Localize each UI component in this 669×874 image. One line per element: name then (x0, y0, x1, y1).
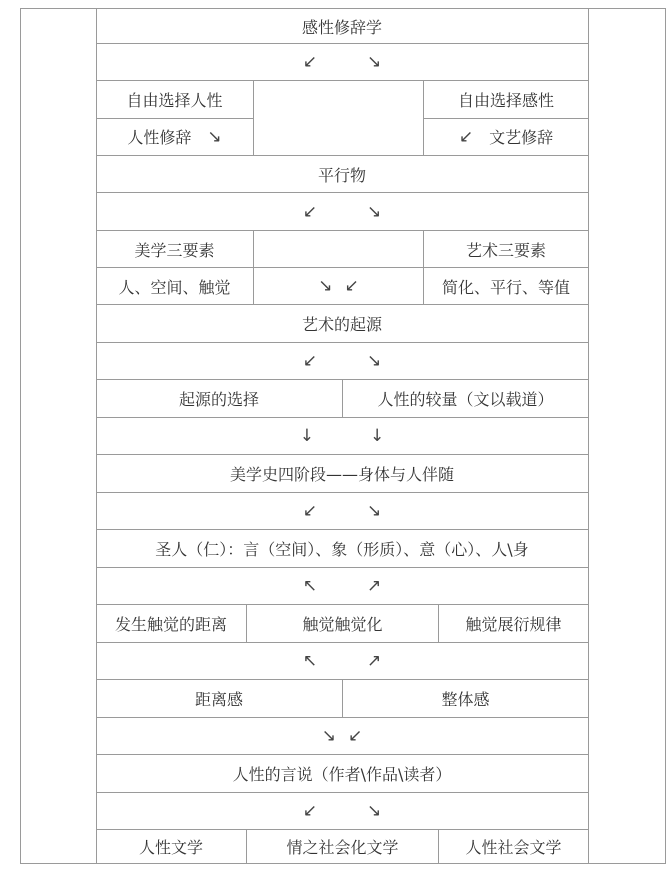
sec3-left: 起源的选择 (178, 390, 259, 409)
sec1-center-empty-bottom (253, 118, 423, 155)
origin-row (96, 304, 588, 342)
title-row (96, 8, 588, 43)
sec6-right: 人性社会文学 (438, 830, 588, 863)
down-right-arrow-icon: ↘ (367, 201, 382, 222)
origin-label: 艺术的起源 (301, 315, 382, 334)
arrow-row-7 (96, 642, 588, 679)
sec1-center-empty (253, 81, 423, 118)
down-right-arrow-icon: ↘ (367, 801, 382, 821)
sec2-right-top: 艺术三要素 (423, 231, 588, 267)
sec4-middle: 触觉触觉化 (246, 605, 438, 642)
sec3-right: 人性的较量（文以载道） (342, 380, 588, 417)
sec6-left: 人性文学 (138, 838, 203, 857)
arrow-row-2 (96, 192, 588, 230)
speech-row (96, 754, 588, 792)
sec5-row (96, 679, 588, 717)
right-border-line (588, 8, 589, 864)
arrow-row-1 (96, 43, 588, 80)
arrow-row-6 (96, 567, 588, 604)
sec2-left-bottom: 人、空间、触觉 (118, 277, 231, 297)
parallel-row (96, 155, 588, 192)
down-left-arrow-icon: ↙ (348, 726, 363, 746)
sec1-right-bottom-label: 文艺修辞 (489, 128, 554, 147)
down-left-arrow-icon: ↙ (458, 126, 474, 147)
sec2-left-top: 美学三要素 (134, 240, 215, 260)
sec4-left: 发生触觉的距离 (114, 615, 227, 634)
down-left-arrow-icon: ↙ (302, 351, 317, 371)
down-left-arrow-icon: ↙ (302, 52, 317, 72)
up-right-arrow-icon: ↗ (367, 576, 382, 596)
history-row (96, 454, 588, 492)
down-left-arrow-icon: ↙ (302, 501, 317, 521)
up-split-arrows-1 (96, 568, 588, 604)
sec2-right-bottom: 简化、平行、等值 (423, 268, 588, 304)
up-left-arrow-icon: ↖ (302, 576, 317, 596)
arrow-row-4 (96, 417, 588, 454)
split-arrows-9 (96, 793, 588, 829)
split-arrows-2 (96, 193, 588, 230)
sec2-row-bottom (96, 267, 588, 304)
down-right-arrow-icon: ↘ (367, 52, 382, 72)
down-right-arrow-icon: ↘ (367, 351, 382, 371)
up-split-arrows-2 (96, 643, 588, 679)
arrow-row-9 (96, 792, 588, 829)
split-arrows-1 (96, 44, 588, 80)
history-label: 美学史四阶段——身体与人伴随 (229, 465, 454, 484)
sec1-left-bottom-label: 人性修辞 (127, 128, 192, 147)
sec6-middle: 情之社会化文学 (246, 830, 438, 863)
parallel-down-arrows (96, 418, 588, 454)
sec5-right: 整体感 (342, 680, 588, 717)
up-right-arrow-icon: ↗ (367, 651, 382, 671)
sec2-converge-arrows (253, 268, 423, 304)
sec4-row (96, 604, 588, 642)
sec1-row-bottom (96, 118, 588, 155)
down-left-arrow-icon: ↙ (344, 276, 359, 296)
diagram-title: 感性修辞学 (301, 17, 382, 37)
converge-arrows (96, 718, 588, 754)
sec1-left-top: 自由选择人性 (126, 91, 223, 110)
sec2-center-empty (253, 231, 423, 267)
arrow-row-3 (96, 342, 588, 379)
sec2-row-top (96, 230, 588, 267)
speech-label: 人性的言说（作者\作品\读者） (232, 765, 452, 784)
sec1-right-top: 自由选择感性 (423, 81, 588, 118)
sec5-left: 距离感 (194, 690, 243, 709)
down-right-arrow-icon: ↘ (367, 501, 382, 521)
down-arrow-icon: ↓ (370, 426, 385, 446)
arrow-row-8 (96, 717, 588, 754)
down-left-arrow-icon: ↙ (302, 201, 317, 222)
parallel-label: 平行物 (317, 165, 366, 185)
up-left-arrow-icon: ↖ (302, 651, 317, 671)
down-arrow-icon: ↓ (299, 426, 314, 446)
sec1-row-top (96, 80, 588, 118)
sec3-row (96, 379, 588, 417)
sec1-right-bottom (423, 118, 588, 155)
split-arrows-3 (96, 343, 588, 379)
down-right-arrow-icon: ↘ (318, 276, 333, 296)
sec4-right: 触觉展衍规律 (438, 605, 588, 642)
down-right-arrow-icon: ↘ (321, 726, 336, 746)
split-arrows-5 (96, 493, 588, 529)
down-right-arrow-icon: ↘ (207, 126, 222, 147)
sec6-row (96, 829, 588, 864)
down-left-arrow-icon: ↙ (302, 801, 317, 821)
sage-label: 圣人（仁）：言（空间）、象（形质）、意（心）、人\身 (155, 540, 529, 559)
sec1-left-bottom (96, 118, 253, 155)
arrow-row-5 (96, 492, 588, 529)
sage-row (96, 529, 588, 567)
